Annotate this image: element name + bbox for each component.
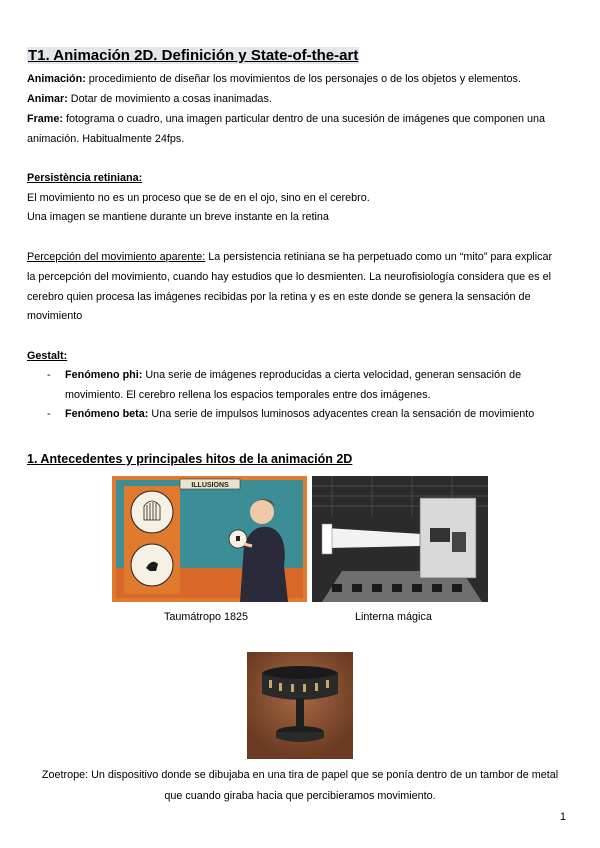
def-animar (27, 92, 272, 106)
gestalt-text: Una serie de imágenes reproducidas a cierta velocidad, generan sensación de (142, 369, 522, 381)
taumatropo-caption: Taumátropo 1825 (164, 611, 249, 623)
gestalt-item-beta (65, 407, 534, 421)
def-term: Animar: (27, 93, 68, 105)
bullet-marker: - (47, 408, 51, 420)
title-text: T1. Animación 2D. Definición y State-of-the-art (28, 47, 359, 64)
bullet-marker: - (47, 369, 51, 381)
def-text: fotograma o cuadro, una imagen particular dentro de una sucesión de imágenes que componen una (63, 113, 545, 125)
percepcion-line: cerebro quien procesa las imágenes recibidas por la retina y es en este donde se genera la sensación de (27, 291, 531, 303)
persistencia-line: El movimiento no es un proceso que se de en el ojo, sino en el cerebro. (27, 192, 370, 204)
percepcion-line: movimiento (27, 310, 83, 322)
percepcion-line: la percepción del movimiento, cuando hay estudios que lo desmienten. La neurofisiología considera que es el (27, 271, 551, 283)
section-heading: 1. Antecedentes y principales hitos de la animación 2D (27, 452, 353, 466)
gestalt-item-phi (65, 368, 521, 382)
def-frame-cont: animación. Habitualmente 24fps. (27, 133, 185, 145)
def-frame (27, 112, 545, 126)
def-animacion (27, 72, 521, 86)
percepcion-text: La persistencia retiniana se ha perpetuado como un “mito” para explicar (205, 251, 553, 263)
zoetrope-caption-line: Zoetrope: Un dispositivo donde se dibujaba en una tira de papel que se ponía dentro de un tambor de metal (41, 769, 559, 781)
zoetrope-caption-line: que cuando giraba hacia que percibieramos movimiento. (164, 790, 436, 802)
percepcion-heading: Percepción del movimiento aparente: (27, 251, 206, 263)
illusions-label: ILLUSIONS (191, 482, 229, 489)
gestalt-heading: Gestalt: (27, 350, 68, 362)
def-text: procedimiento de diseñar los movimientos de los personajes o de los objetos y elementos. (85, 73, 521, 85)
gestalt-item-phi-cont: movimiento. El cerebro rellena los espacios temporales entre dos imágenes. (65, 389, 431, 401)
gestalt-term: Fenómeno beta: (65, 408, 149, 420)
persistencia-line: Una imagen se mantiene durante un breve instante en la retina (27, 211, 329, 223)
linterna-image (312, 476, 488, 602)
page-title (27, 47, 367, 67)
gestalt-term: Fenómeno phi: (65, 369, 143, 381)
linterna-caption: Linterna mágica (355, 611, 432, 623)
def-text: Dotar de movimiento a cosas inanimadas. (67, 93, 272, 105)
def-term: Frame: (27, 113, 64, 125)
percepcion-line (27, 250, 552, 264)
taumatropo-image (112, 476, 307, 602)
gestalt-text: Una serie de impulsos luminosos adyacentes crean la sensación de movimiento (148, 408, 535, 420)
persistencia-heading: Persistència retiniana: (27, 172, 143, 184)
def-term: Animación: (27, 73, 86, 85)
zoetrope-image (247, 652, 353, 759)
page-number: 1 (560, 811, 567, 823)
